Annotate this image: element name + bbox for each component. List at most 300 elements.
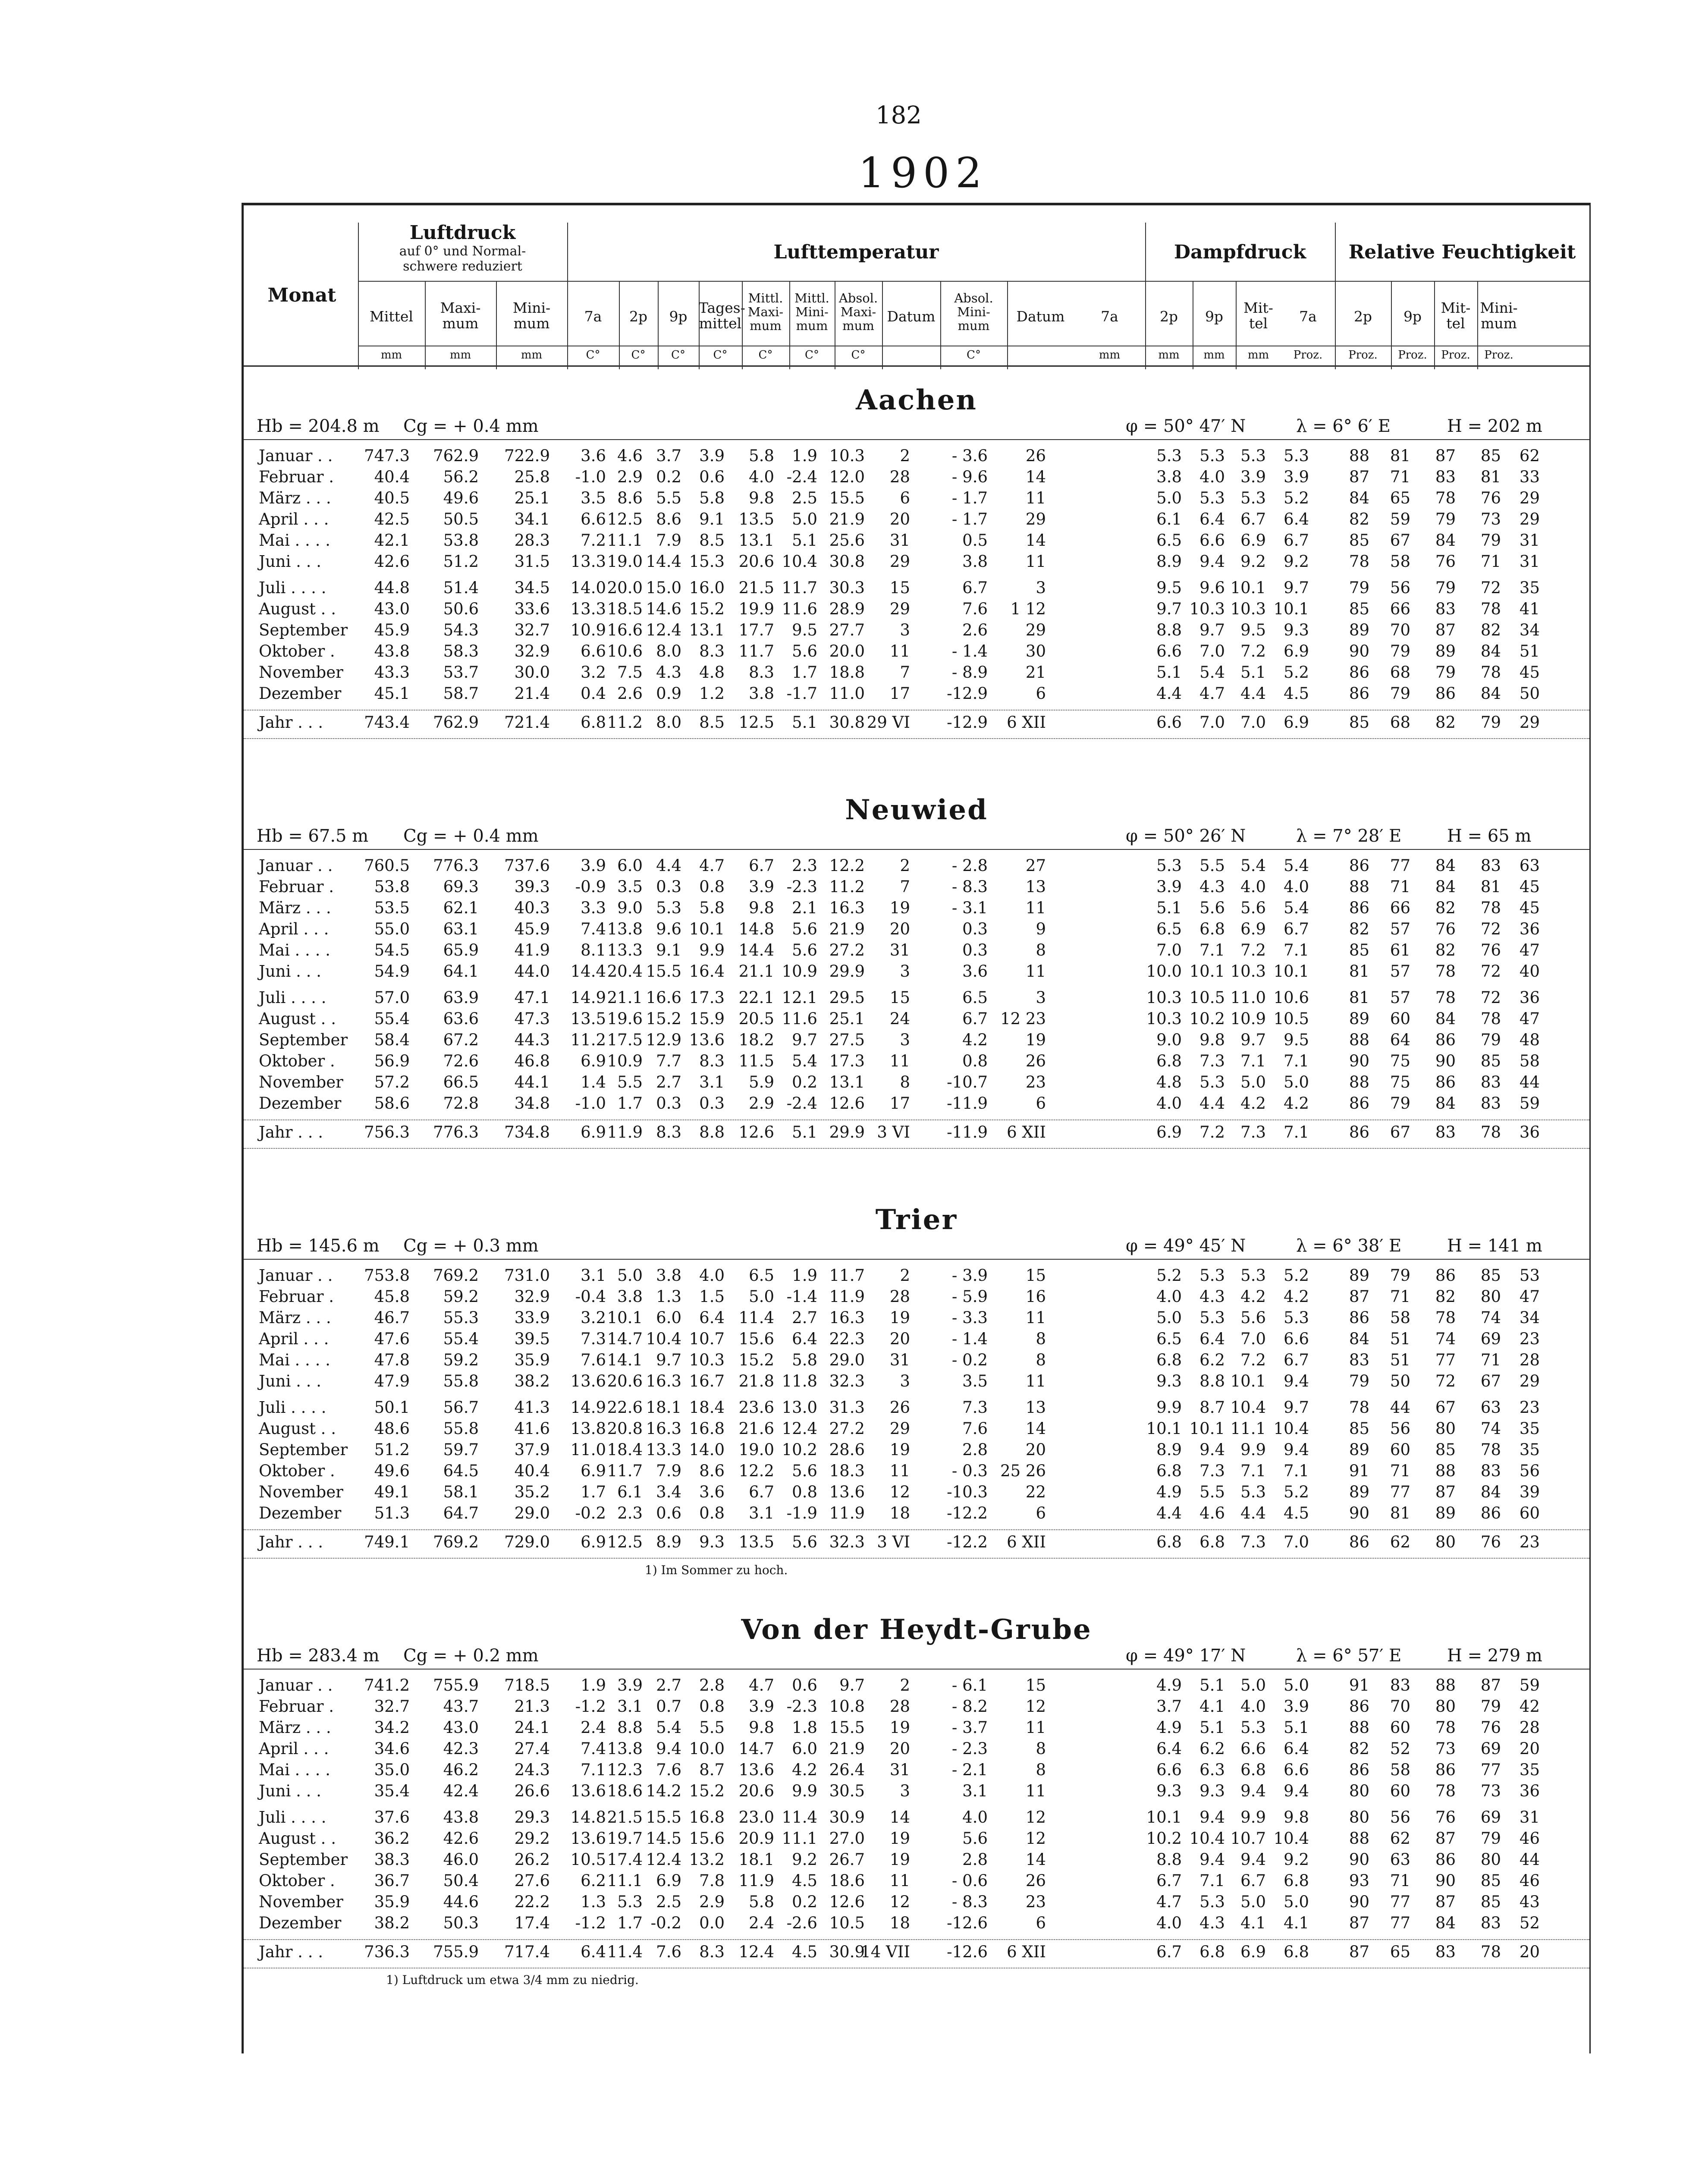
- cell-value: 5.6: [1199, 899, 1225, 917]
- cell-value: 4.5: [792, 1943, 817, 1961]
- column-header: Mini- mum: [1480, 299, 1518, 332]
- cell-value: 59.2: [443, 1287, 479, 1306]
- cell-value: 44.6: [443, 1893, 479, 1911]
- cell-value: 83: [1480, 1094, 1501, 1113]
- cell-value: 14.7: [738, 1739, 774, 1758]
- cell-value: 0.8: [962, 1052, 988, 1070]
- cell-value: 78: [1435, 1718, 1456, 1737]
- cell-value: 46: [1519, 1871, 1540, 1890]
- cell-value: 46.7: [374, 1308, 410, 1327]
- cell-value: 81: [1349, 988, 1369, 1007]
- month-label: Oktober .: [259, 642, 335, 660]
- cell-value: 59: [1390, 510, 1410, 528]
- cell-value: 45.1: [374, 684, 410, 703]
- cell-value: 64.5: [443, 1462, 479, 1480]
- cell-value: 3.9: [1240, 468, 1266, 486]
- cell-value: 6.6: [581, 642, 606, 660]
- cell-value: 7.3: [1240, 1533, 1266, 1551]
- station-name: Von der Heydt-Grube: [741, 1613, 1092, 1646]
- cell-value: 63: [1480, 1398, 1501, 1417]
- cell-value: 29: [1519, 510, 1540, 528]
- cell-value: 56.7: [443, 1398, 479, 1417]
- cell-value: 5.4: [1284, 899, 1309, 917]
- cell-value: 10.4: [1230, 1398, 1266, 1417]
- cell-value: 14: [1025, 531, 1046, 550]
- cell-value: 3: [900, 1372, 910, 1390]
- cell-value: 5.6: [962, 1829, 988, 1848]
- cell-value: 20.0: [607, 579, 643, 597]
- cell-value: 41: [1519, 600, 1540, 618]
- cell-value: 13.5: [570, 1009, 606, 1028]
- column-unit: mm: [449, 349, 471, 362]
- cell-value: 14: [1025, 468, 1046, 486]
- cell-value: 3.7: [656, 446, 681, 465]
- cell-value: 2.3: [617, 1504, 643, 1522]
- cell-value: 56: [1519, 1462, 1540, 1480]
- cell-value: 6.9: [581, 1052, 606, 1070]
- cell-value: 3.3: [581, 899, 606, 917]
- cell-value: 6.9: [1284, 713, 1309, 732]
- cell-value: 7.0: [1156, 941, 1182, 959]
- cell-value: 8.0: [656, 713, 681, 732]
- cell-value: 32.9: [514, 1287, 550, 1306]
- cell-value: 84: [1480, 684, 1501, 703]
- cell-value: 13.5: [738, 510, 774, 528]
- table-row: [244, 663, 1589, 684]
- cell-value: 3.7: [1156, 1697, 1182, 1716]
- cell-value: 53: [1519, 1266, 1540, 1285]
- cell-value: 51.4: [443, 579, 479, 597]
- cell-value: 6: [900, 489, 910, 507]
- cell-value: 747.3: [364, 446, 410, 465]
- cell-value: 3.1: [617, 1697, 643, 1716]
- cell-value: 10.1: [1273, 962, 1309, 981]
- cell-value: 9.8: [749, 899, 774, 917]
- cell-value: 53.7: [443, 663, 479, 682]
- cell-value: 13.3: [607, 941, 643, 959]
- cell-value: 41.6: [514, 1419, 550, 1438]
- cell-value: 87: [1349, 1914, 1369, 1932]
- cell-value: 4.3: [1199, 1287, 1225, 1306]
- cell-value: 10.4: [1189, 1829, 1225, 1848]
- cell-value: 88: [1349, 1829, 1369, 1848]
- cell-value: 8.9: [1156, 1440, 1182, 1459]
- cell-value: 11: [1025, 1782, 1046, 1800]
- cell-value: 20: [1519, 1739, 1540, 1758]
- station-phi: φ = 50° 26′ N: [1126, 826, 1246, 846]
- cell-value: 35: [1519, 1419, 1540, 1438]
- cell-value: 29: [1025, 621, 1046, 639]
- station-h: H = 279 m: [1447, 1646, 1542, 1666]
- cell-value: 55.3: [443, 1308, 479, 1327]
- cell-value: 13.6: [689, 1031, 725, 1049]
- cell-value: 63: [1519, 856, 1540, 875]
- station-h: H = 141 m: [1447, 1236, 1542, 1256]
- cell-value: 11: [1025, 1372, 1046, 1390]
- cell-value: 34.8: [514, 1094, 550, 1113]
- cell-value: 737.6: [504, 856, 550, 875]
- column-unit: mm: [1203, 349, 1225, 362]
- cell-value: 6.4: [792, 1330, 817, 1348]
- cell-value: 20.6: [738, 1782, 774, 1800]
- cell-value: 11: [889, 642, 910, 660]
- cell-value: 6.7: [1156, 1943, 1182, 1961]
- cell-value: 7.9: [656, 531, 681, 550]
- cell-value: 16.8: [689, 1808, 725, 1827]
- cell-value: 10.7: [689, 1330, 725, 1348]
- month-label: August . .: [259, 1419, 336, 1438]
- cell-value: 15: [889, 579, 910, 597]
- cell-value: -1.0: [575, 1094, 606, 1113]
- cell-value: 4.3: [1199, 1914, 1225, 1932]
- cell-value: 5.1: [792, 713, 817, 732]
- cell-value: 76: [1435, 1808, 1456, 1827]
- cell-value: 2.3: [792, 856, 817, 875]
- cell-value: 2.9: [749, 1094, 774, 1113]
- table-row: [244, 600, 1589, 620]
- cell-value: 5.0: [1240, 1073, 1266, 1091]
- cell-value: 6.9: [1240, 1943, 1266, 1961]
- cell-value: 45: [1519, 899, 1540, 917]
- cell-value: 12.5: [738, 713, 774, 732]
- year-total-row: [244, 713, 1589, 734]
- cell-value: 13.1: [738, 531, 774, 550]
- cell-value: 2.8: [962, 1440, 988, 1459]
- cell-value: 9.4: [1240, 1782, 1266, 1800]
- cell-value: 51: [1390, 1330, 1410, 1348]
- cell-value: 59: [1519, 1676, 1540, 1695]
- header-luftdruck: Luftdruck: [409, 222, 516, 244]
- cell-value: 71: [1480, 1351, 1501, 1369]
- cell-value: 16.3: [646, 1372, 681, 1390]
- cell-value: 7.1: [1199, 1871, 1225, 1890]
- cell-value: 12.4: [782, 1419, 817, 1438]
- table-row: [244, 1829, 1589, 1850]
- cell-value: 722.9: [504, 446, 550, 465]
- cell-value: 13: [1025, 877, 1046, 896]
- cell-value: 71: [1390, 1462, 1410, 1480]
- cell-value: 11.9: [607, 1123, 643, 1141]
- cell-value: 86: [1349, 1308, 1369, 1327]
- cell-value: 84: [1349, 1330, 1369, 1348]
- cell-value: 20.6: [738, 552, 774, 571]
- cell-value: 13.2: [689, 1850, 725, 1869]
- cell-value: 27.2: [829, 941, 865, 959]
- cell-value: 33: [1519, 468, 1540, 486]
- cell-value: 87: [1480, 1676, 1501, 1695]
- cell-value: 69: [1480, 1808, 1501, 1827]
- cell-value: 52: [1390, 1739, 1410, 1758]
- cell-value: 4.3: [1199, 877, 1225, 896]
- month-label: November: [259, 1893, 343, 1911]
- cell-value: 15.6: [689, 1829, 725, 1848]
- cell-value: 1.9: [792, 446, 817, 465]
- cell-value: 18.6: [829, 1871, 865, 1890]
- cell-value: 56.2: [443, 468, 479, 486]
- cell-value: 4.2: [1240, 1094, 1266, 1113]
- cell-value: 64.7: [443, 1504, 479, 1522]
- cell-value: 21.9: [829, 920, 865, 938]
- cell-value: 8.1: [581, 941, 606, 959]
- table-row: [244, 1308, 1589, 1329]
- cell-value: 6.8: [1156, 1533, 1182, 1551]
- cell-value: 5.0: [1156, 1308, 1182, 1327]
- cell-value: 79: [1390, 1094, 1410, 1113]
- cell-value: 16.6: [646, 988, 681, 1007]
- cell-value: 46.8: [514, 1052, 550, 1070]
- cell-value: 4.5: [1284, 1504, 1309, 1522]
- cell-value: 23: [1025, 1073, 1046, 1091]
- cell-value: 25 26: [1000, 1462, 1046, 1480]
- table-row: [244, 1893, 1589, 1913]
- cell-value: 5.1: [792, 1123, 817, 1141]
- cell-value: 85: [1480, 1052, 1501, 1070]
- cell-value: 6.8: [1156, 1462, 1182, 1480]
- station-hb: Hb = 67.5 m: [257, 826, 369, 846]
- cell-value: 11.1: [607, 1871, 643, 1890]
- cell-value: 13.1: [829, 1073, 865, 1091]
- cell-value: 2.9: [617, 468, 643, 486]
- cell-value: 6.0: [792, 1739, 817, 1758]
- cell-value: 29.9: [829, 1123, 865, 1141]
- table-row: [244, 510, 1589, 531]
- cell-value: 78: [1435, 962, 1456, 981]
- cell-value: 6: [1036, 1094, 1046, 1113]
- cell-value: -1.9: [786, 1504, 817, 1522]
- cell-value: 20: [889, 920, 910, 938]
- cell-value: 14.8: [570, 1808, 606, 1827]
- cell-value: 14.9: [570, 988, 606, 1007]
- cell-value: 1.7: [792, 663, 817, 682]
- header-feuchtigkeit: Relative Feuchtigkeit: [1348, 241, 1576, 263]
- cell-value: 4.2: [962, 1031, 988, 1049]
- column-unit: Proz.: [1484, 349, 1513, 362]
- column-unit: mm: [1099, 349, 1121, 362]
- cell-value: 58.6: [374, 1094, 410, 1113]
- cell-value: 78: [1480, 1943, 1501, 1961]
- cell-value: 11.6: [782, 1009, 817, 1028]
- cell-value: 6.8: [1156, 1351, 1182, 1369]
- cell-value: 5.5: [1199, 1483, 1225, 1501]
- cell-value: 76: [1480, 941, 1501, 959]
- cell-value: 9.0: [1156, 1031, 1182, 1049]
- cell-value: 15.5: [829, 489, 865, 507]
- cell-value: 47: [1519, 1009, 1540, 1028]
- cell-value: 12.3: [607, 1761, 643, 1779]
- cell-value: 88: [1349, 877, 1369, 896]
- cell-value: 5.3: [1240, 1483, 1266, 1501]
- column-header: Mittl. Mini- mum: [794, 291, 829, 333]
- month-label: August . .: [259, 1829, 336, 1848]
- table-row: [244, 877, 1589, 898]
- cell-value: 27.2: [829, 1419, 865, 1438]
- cell-value: 16.6: [607, 621, 643, 639]
- cell-value: 93: [1349, 1871, 1369, 1890]
- column-header: Mit- tel: [1441, 299, 1471, 332]
- cell-value: 14.0: [689, 1440, 725, 1459]
- cell-value: 5.3: [1199, 1893, 1225, 1911]
- cell-value: 6.9: [656, 1871, 681, 1890]
- cell-value: 57.0: [374, 988, 410, 1007]
- cell-value: 83: [1480, 856, 1501, 875]
- cell-value: 14.0: [570, 579, 606, 597]
- cell-value: 3.1: [962, 1782, 988, 1800]
- cell-value: 15.2: [646, 1009, 681, 1028]
- cell-value: 85: [1480, 1871, 1501, 1890]
- cell-value: 15.5: [829, 1718, 865, 1737]
- cell-value: 40.4: [374, 468, 410, 486]
- cell-value: 0.6: [792, 1676, 817, 1695]
- cell-value: 69: [1480, 1739, 1501, 1758]
- cell-value: 2.8: [962, 1850, 988, 1869]
- cell-value: 42.6: [443, 1829, 479, 1848]
- cell-value: 49.6: [374, 1462, 410, 1480]
- month-label: April . . .: [259, 1739, 329, 1758]
- cell-value: 12: [1025, 1808, 1046, 1827]
- cell-value: 4.3: [656, 663, 681, 682]
- cell-value: 6.8: [1199, 1943, 1225, 1961]
- cell-value: 12.2: [829, 856, 865, 875]
- cell-value: 1.5: [699, 1287, 725, 1306]
- cell-value: 44.1: [514, 1073, 550, 1091]
- month-label: Februar .: [259, 468, 334, 486]
- cell-value: 10.1: [1146, 1419, 1182, 1438]
- column-header: Mini- mum: [512, 299, 551, 332]
- cell-value: 6.5: [1156, 920, 1182, 938]
- cell-value: 38.2: [514, 1372, 550, 1390]
- cell-value: 76: [1435, 920, 1456, 938]
- cell-value: 80: [1349, 1782, 1369, 1800]
- cell-value: 44.0: [514, 962, 550, 981]
- cell-value: 54.5: [374, 941, 410, 959]
- cell-value: 78: [1480, 1009, 1501, 1028]
- cell-value: 76: [1480, 489, 1501, 507]
- cell-value: 89: [1349, 1009, 1369, 1028]
- cell-value: 11.2: [829, 877, 865, 896]
- cell-value: 19.6: [607, 1009, 643, 1028]
- cell-value: 5.3: [1156, 446, 1182, 465]
- cell-value: 6.8: [1199, 1533, 1225, 1551]
- table-row: [244, 1914, 1589, 1934]
- cell-value: 4.1: [1240, 1914, 1266, 1932]
- station-lambda: λ = 6° 38′ E: [1296, 1236, 1402, 1256]
- cell-value: 9.8: [749, 489, 774, 507]
- cell-value: 5.3: [1199, 1266, 1225, 1285]
- cell-value: 2.4: [581, 1718, 606, 1737]
- cell-value: 27.6: [514, 1871, 550, 1890]
- cell-value: 79: [1435, 510, 1456, 528]
- month-label: Juli . . . .: [259, 988, 327, 1007]
- cell-value: 84: [1349, 489, 1369, 507]
- cell-value: 32.3: [829, 1372, 865, 1390]
- cell-value: - 1.7: [951, 510, 988, 528]
- cell-value: 3.4: [656, 1483, 681, 1501]
- cell-value: 49.6: [443, 489, 479, 507]
- cell-value: 86: [1349, 1094, 1369, 1113]
- column-header: 7a: [584, 308, 602, 325]
- cell-value: 86: [1349, 663, 1369, 682]
- cell-value: 5.4: [1240, 856, 1266, 875]
- cell-value: 73: [1480, 1782, 1501, 1800]
- cell-value: 14: [889, 1808, 910, 1827]
- month-label: April . . .: [259, 920, 329, 938]
- cell-value: 17.4: [514, 1914, 550, 1932]
- month-label: Juli . . . .: [259, 1808, 327, 1827]
- station-section: [244, 1204, 1589, 1592]
- cell-value: 23.6: [738, 1398, 774, 1417]
- cell-value: 72.8: [443, 1094, 479, 1113]
- cell-value: 4.0: [1156, 1287, 1182, 1306]
- cell-value: 72.6: [443, 1052, 479, 1070]
- cell-value: 46.0: [443, 1850, 479, 1869]
- cell-value: 34.1: [514, 510, 550, 528]
- cell-value: 12.4: [738, 1943, 774, 1961]
- station-name: Aachen: [856, 384, 977, 416]
- cell-value: 70: [1390, 1697, 1410, 1716]
- cell-value: 0.2: [792, 1073, 817, 1091]
- cell-value: 3.1: [699, 1073, 725, 1091]
- cell-value: 15.2: [738, 1351, 774, 1369]
- cell-value: 78: [1480, 899, 1501, 917]
- cell-value: 741.2: [364, 1676, 410, 1695]
- cell-value: 29.2: [514, 1829, 550, 1848]
- cell-value: 15: [1025, 1676, 1046, 1695]
- cell-value: 0.7: [656, 1697, 681, 1716]
- cell-value: 43.0: [374, 600, 410, 618]
- cell-value: 4.7: [699, 856, 725, 875]
- cell-value: 7.3: [1199, 1462, 1225, 1480]
- cell-value: 90: [1435, 1871, 1456, 1890]
- cell-value: 56: [1390, 1419, 1410, 1438]
- column-header: 9p: [1403, 308, 1422, 325]
- cell-value: 9.4: [1199, 1440, 1225, 1459]
- cell-value: 30.9: [829, 1808, 865, 1827]
- cell-value: 13.1: [689, 621, 725, 639]
- cell-value: 34.2: [374, 1718, 410, 1737]
- month-label: Mai . . . .: [259, 531, 330, 550]
- cell-value: 19: [889, 1850, 910, 1869]
- cell-value: 78: [1435, 1782, 1456, 1800]
- cell-value: 2.8: [699, 1676, 725, 1695]
- cell-value: 80: [1435, 1419, 1456, 1438]
- month-label: Jahr . . .: [259, 1123, 323, 1141]
- cell-value: 57.2: [374, 1073, 410, 1091]
- cell-value: 58.4: [374, 1031, 410, 1049]
- cell-value: 14.1: [607, 1351, 643, 1369]
- cell-value: 10.1: [607, 1308, 643, 1327]
- cell-value: 84: [1435, 1914, 1456, 1932]
- cell-value: 3.9: [1156, 877, 1182, 896]
- cell-value: 13.0: [782, 1398, 817, 1417]
- cell-value: 23.0: [738, 1808, 774, 1827]
- cell-value: 10.6: [1273, 988, 1309, 1007]
- cell-value: 50.6: [443, 600, 479, 618]
- cell-value: 84: [1435, 1009, 1456, 1028]
- cell-value: 6.6: [1240, 1739, 1266, 1758]
- cell-value: 3.9: [581, 856, 606, 875]
- cell-value: 79: [1390, 1266, 1410, 1285]
- cell-value: 77: [1390, 856, 1410, 875]
- cell-value: 77: [1435, 1351, 1456, 1369]
- month-label: Juli . . . .: [259, 1398, 327, 1417]
- cell-value: 26: [889, 1398, 910, 1417]
- cell-value: 5.3: [1156, 856, 1182, 875]
- cell-value: 2.5: [656, 1893, 681, 1911]
- cell-value: 11.7: [829, 1266, 865, 1285]
- cell-value: 78: [1480, 1440, 1501, 1459]
- cell-value: 34.6: [374, 1739, 410, 1758]
- cell-value: 29: [889, 600, 910, 618]
